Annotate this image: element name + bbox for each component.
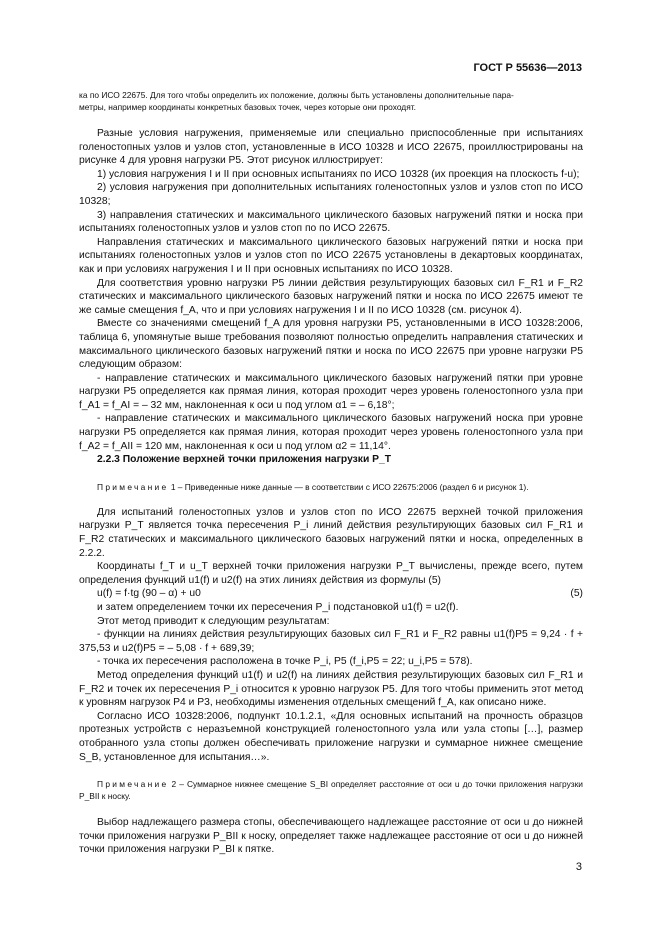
paragraph: Вместе со значениями смещений f_A для уровня нагрузки P5, установленными в ИСО 10328:2006, таблица 6, упомянутые выше требования позволяют полностью определить направления статических и максимального циклического базовых нагружений пятки и носка по ИСО 22675 при уровне нагрузки P5 следующим образом: (79, 318, 583, 371)
note-text: 2 – Суммарное нижнее смещение S_BI определяет расстояние от оси u до точки приложения нагрузки P_BII к носку. (79, 779, 583, 802)
result-item-2: - точка их пересечения расположена в точке P_i, P5 (f_i,P5 = 22; u_i,P5 = 578). (97, 656, 473, 668)
heel-direction-item: - направление статических и максимального циклического базовых нагружений пятки при уровне нагрузки P5 определяется как прямая линия, которая проходит через уровень голеностопного узла при f_A1 = f_AI = – 32 мм, наклоненная к оси u под углом α1 = – 6,18°; (79, 372, 583, 411)
list-item-2: 2) условия нагружения при дополнительных испытаниях голеностопных узлов и узлов стоп по ИСО 10328; (79, 182, 583, 207)
note-label: Примечание (97, 779, 169, 790)
paragraph: Для соответствия уровню нагрузки P5 линии действия результирующих базовых сил F_R1 и F_R2 статических и максимального циклического базовых нагружений пятки и носка по ИСО 22675 имеют те же самые смещения f_A, что и при условиях нагружения I и II по ИСО 10328 (см. рисунок 4). (79, 277, 583, 316)
note-1 (79, 481, 583, 493)
quote-paragraph: Согласно ИСО 10328:2006, подпункт 10.1.2.1, «Для основных испытаний на прочность образцов протезных устройств с неразъемной конструкцией голеностопного узла или узла стопы […], размер отобранного узла стопы должен обеспечивать приложение нагрузки и суммарное нижнее смещение S_B, установленное для испытания…». (79, 710, 583, 763)
footnote-line-2: метры, например координаты конкретных базовых точек, через которые они проходят. (79, 102, 416, 112)
formula-expression: u(f) = f·tg (90 – α) + u0 (97, 588, 201, 600)
section-heading: 2.2.3 Положение верхней точки приложения нагрузки P_T (97, 454, 392, 466)
paragraph: Выбор надлежащего размера стопы, обеспечивающего надлежащее расстояние от оси u до нижней точки приложения нагрузки P_BII к носку, определяет также надлежащее расстояние от оси u до нижней точки приложения нагрузки P_BI к пятке. (79, 817, 583, 856)
paragraph: Координаты f_T и u_T верхней точки приложения нагрузки P_T вычислены, прежде всего, путем определения функций u1(f) и u2(f) на этих линиях действия из формулы (5) (79, 561, 583, 586)
toe-direction-item: - направление статических и максимального циклического базовых нагружений носка при уровне нагрузки P5 определяется как прямая линия, которая проходит через уровень голеностопного узла при f_A2 = f_AII = 120 мм, наклоненная к оси u под углом α2 = 11,14°. (79, 413, 583, 452)
formula-number: (5) (570, 588, 583, 600)
list-item-3: 3) направления статических и максимального циклического базовых нагружений пятки и носка при испытаниях голеностопных узлов и узлов стоп по по ИСО 22675. (79, 209, 583, 235)
page-number: 3 (575, 861, 582, 873)
note-2 (79, 778, 583, 802)
list-item-1: 1) условия нагружения I и II при основных испытаниях по ИСО 10328 (их проекция на плоскость f-u); (97, 168, 580, 180)
note-text: 1 – Приведенные ниже данные — в соответствии с ИСО 22675:2006 (раздел 6 и рисунок 1). (170, 481, 529, 492)
standard-header: ГОСТ Р 55636—2013 (473, 62, 582, 74)
formula-5 (79, 587, 583, 601)
paragraph: Для испытаний голеностопных узлов и узлов стоп по ИСО 22675 верхней точкой приложения нагрузки P_T является точка пересечения P_i линий действия результирующих базовых сил F_R1 и F_R2 статических и максимального циклического базовых нагружений пятки и носка, определенных в 2.2.2. (79, 506, 583, 559)
paragraph: Разные условия нагружения, применяемые или специально приспособленные при испытаниях голеностопных узлов и узлов стоп, установленные в ИСО 10328 и ИСО 22675, проиллюстрированы на рисунке 4 для уровня нагрузки P5. Этот рисунок иллюстрирует: (79, 128, 583, 167)
result-item-1: - функции на линиях действия результирующих базовых сил F_R1 и F_R2 равны u1(f)P5 = 9,24 · f + 375,53 и u2(f)P5 = – 5,08 · f + 689,39; (79, 629, 583, 654)
paragraph: Метод определения функций u1(f) и u2(f) на линиях действия результирующих базовых сил F_R1 и F_R2 и точек их пересечения P_i относится к уровню нагрузок P5. Для того чтобы применить этот метод к уровням нагрузок P4 и P3, необходимы изменения отдельных смещений f_A, как описано ниже. (79, 669, 583, 709)
paragraph: Этот метод приводит к следующим результатам: (97, 615, 330, 627)
footnote-line-1: ка по ИСО 22675. Для того чтобы определить их положение, должны быть установлены дополнительные пара- (79, 90, 514, 100)
paragraph: Направления статических и максимального циклического базовых нагружений пятки и носка при испытаниях голеностопных узлов и узлов стоп по ИСО 22675 установлены в декартовых координатах, как и при условиях нагружения I и II при основных испытаниях по ИСО 10328. (79, 236, 583, 275)
paragraph: и затем определением точки их пересечения P_i подстановкой u1(f) = u2(f). (97, 602, 459, 613)
note-label: Примечание (97, 481, 169, 492)
